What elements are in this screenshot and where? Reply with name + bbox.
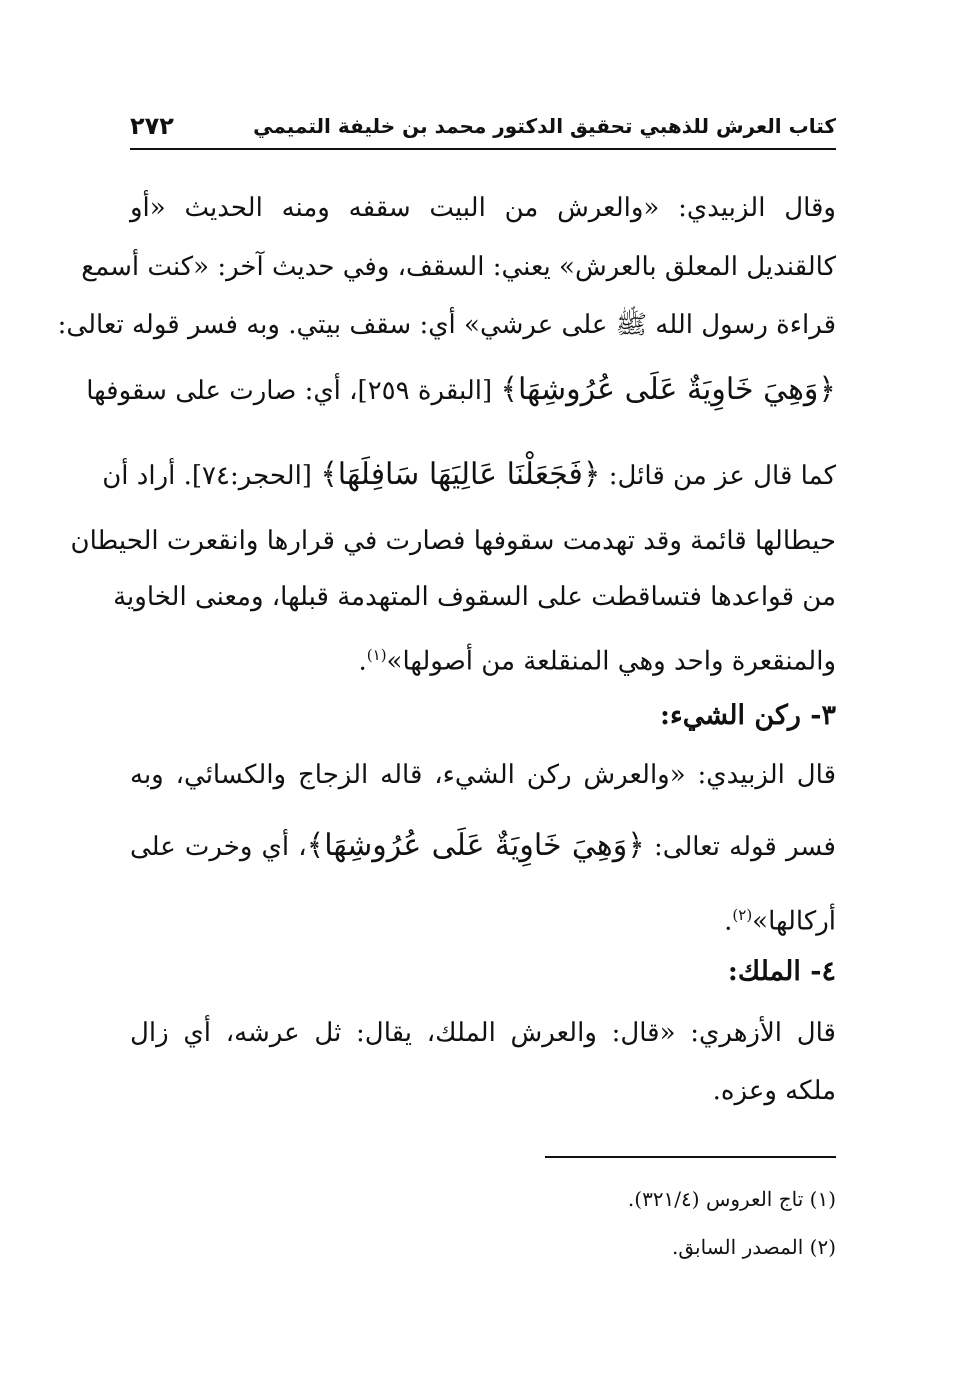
footnote-2: (٢) المصدر السابق.: [672, 1235, 836, 1259]
page-header: [130, 104, 836, 150]
quran-verse: ﴿فَجَعَلْنَا عَالِيَهَا سَافِلَهَا﴾: [320, 457, 601, 492]
section-heading-3: ٣- ركن الشيء:: [660, 700, 836, 731]
body-line-1: وقال الزبيدي: «والعرش من البيت سقفه ومنه الحديث «أو: [130, 193, 836, 223]
line-end: .: [724, 906, 733, 937]
line-text: فسر قوله تعالى:: [644, 832, 836, 862]
body-line-13: ملكه وعزه.: [712, 1076, 836, 1106]
body-line-5: [102, 455, 836, 496]
line-end: .: [358, 646, 367, 677]
footnote-marker: (٢): [732, 906, 753, 924]
footnote-marker: (١): [366, 646, 387, 664]
body-line-12: قال الأزهري: «قال: والعرش الملك، يقال: ثل عرشه، أي زال: [130, 1018, 836, 1048]
body-line-7: من قواعدها فتساقطت على السقوف المتهدمة قبلها، ومعنى الخاوية: [113, 582, 836, 612]
line-text: والمنقعرة واحد وهي المنقلعة من أصولها»: [386, 646, 836, 677]
body-line-11: [130, 895, 836, 942]
quran-verse: ﴿وَهِيَ خَاوِيَةٌ عَلَى عُرُوشِهَا﴾: [306, 828, 645, 863]
body-line-3: قراءة رسول الله ﷺ على عرشي» أي: سقف بيتي. وبه فسر قوله تعالى:: [57, 310, 836, 340]
body-line-2: كالقنديل المعلق بالعرش» يعني: السقف، وفي حديث آخر: «كنت أسمع: [81, 252, 836, 282]
line-text: ، أي وخرت على: [130, 832, 307, 862]
page-number: ٢٧٢: [130, 112, 174, 140]
body-line-6: حيطالها قائمة وقد تهدمت سقوفها فصارت في قرارها وانقعرت الحيطان: [70, 526, 836, 556]
verse-reference: [البقرة ٢٥٩]، أي: صارت على سقوفها: [86, 376, 501, 406]
header-title: كتاب العرش للذهبي تحقيق الدكتور محمد بن خليفة التميمي: [253, 114, 836, 138]
line-text: كما قال عز من قائل:: [600, 461, 836, 491]
line-text: أركالها»: [752, 906, 836, 937]
quran-verse: ﴿وَهِيَ خَاوِيَةٌ عَلَى عُرُوشِهَا﴾: [500, 372, 836, 407]
body-line-8: [130, 635, 836, 682]
body-line-4: [86, 370, 836, 411]
body-line-9: قال الزبيدي: «والعرش ركن الشيء، قاله الزجاج والكسائي، وبه: [130, 760, 836, 790]
verse-reference: [الحجر:٧٤]. أراد أن: [102, 461, 321, 491]
footnote-1: (١) تاج العروس (٣٢١/٤).: [627, 1187, 836, 1211]
footnote-divider: [545, 1156, 836, 1158]
section-heading-4: ٤- الملك:: [727, 956, 836, 987]
body-line-10: [130, 826, 836, 867]
